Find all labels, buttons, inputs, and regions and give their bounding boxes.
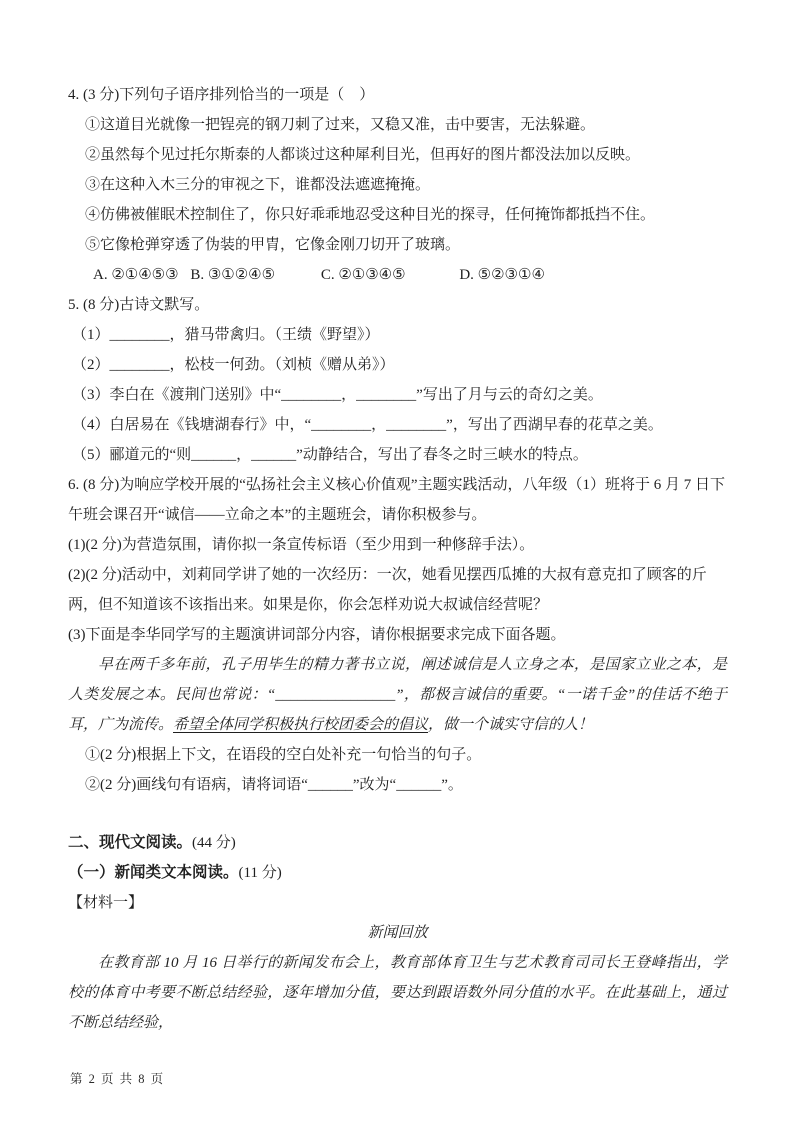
question-6 bbox=[68, 470, 727, 800]
question-4-sentence-4: ④仿佛被催眠术控制住了，你只好乖乖地忍受这种目光的探寻，任何掩饰都抵挡不住。 bbox=[85, 207, 656, 223]
question-5-blank-5: （5）郦道元的“则______，______”动静结合，写出了春冬之时三峡水的特点。 bbox=[72, 447, 588, 463]
question-6-sub-3-item-1: ①(2 分)根据上下文，在语段的空白处补充一句恰当的句子。 bbox=[85, 747, 482, 763]
question-4-sentence-2: ②虽然每个见过托尔斯泰的人都谈过这种犀利目光，但再好的图片都没法加以反映。 bbox=[85, 147, 641, 163]
question-4-options bbox=[68, 260, 727, 290]
speech-paragraph bbox=[68, 650, 727, 740]
section-2-heading-text: 二、现代文阅读。 bbox=[68, 834, 193, 851]
speech-text-before-underline: 早在两千多年前，孔子用毕生的精力著书立说，阐述诚信是人立身之本，是国家立业之本，是人类发展之本。民间也常说：“________________”，都极言诚信的重要。“一诺千金”的佳话不绝于耳，广为流传。 bbox=[68, 657, 727, 733]
question-4-sentence-3: ③在这种入木三分的审视之下，谁都没法遮遮掩掩。 bbox=[85, 177, 431, 193]
option-b: B. ③①②④⑤ bbox=[190, 267, 276, 283]
question-5 bbox=[68, 290, 727, 470]
material-1-title: 新闻回放 bbox=[367, 925, 428, 941]
material-1-paragraph: 在教育部 10 月 16 日举行的新闻发布会上，教育部体育卫生与艺术教育司司长王登峰指出，学校的体育中考要不断总结经验，逐年增加分值，要达到跟语数外同分值的水平。在此基础上，通过不断总结经验， bbox=[68, 955, 727, 1031]
question-5-stem: 5. (8 分)古诗文默写。 bbox=[68, 297, 210, 313]
section-2-subheading-points: (11 分) bbox=[238, 865, 282, 881]
section-2-subheading-text: （一）新闻类文本阅读。 bbox=[68, 864, 239, 881]
material-1-label: 【材料一】 bbox=[68, 895, 144, 911]
section-2-heading bbox=[68, 828, 727, 858]
question-6-stem: 6. (8 分)为响应学校开展的“弘扬社会主义核心价值观”主题实践活动，八年级（1）班将于 6 月 7 日下午班会课召开“诚信——立命之本”的主题班会，请你积极参与。 bbox=[68, 477, 726, 523]
question-6-sub-3-item-2: ②(2 分)画线句有语病，请将词语“______”改为“______”。 bbox=[85, 777, 463, 793]
question-4-sentence-5: ⑤它像枪弹穿透了伪装的甲胄，它像金刚刀切开了玻璃。 bbox=[85, 237, 461, 253]
page-footer: 第 2 页 共 8 页 bbox=[70, 1072, 165, 1086]
speech-underlined-phrase: 希望全体同学积极执行校团委会的倡议 bbox=[173, 717, 429, 733]
question-4-sentence-1: ①这道目光就像一把锃亮的钢刀刺了过来，又稳又准，击中要害，无法躲避。 bbox=[85, 117, 596, 133]
question-6-sub-1: (1)(2 分)为营造氛围，请你拟一条宣传标语（至少用到一种修辞手法）。 bbox=[68, 537, 535, 553]
section-2-heading-points: (44 分) bbox=[192, 835, 236, 851]
option-c: C. ②①③④⑤ bbox=[320, 267, 406, 283]
option-a: A. ②①④⑤③ bbox=[93, 267, 179, 283]
question-5-blank-2: （2）________，松枝一何劲。（刘桢《赠从弟》） bbox=[72, 357, 395, 373]
question-5-blank-1: （1）________，猎马带禽归。（王绩《野望》） bbox=[72, 327, 380, 343]
question-6-sub-3: (3)下面是李华同学写的主题演讲词部分内容，请你根据要求完成下面各题。 bbox=[68, 627, 566, 643]
question-6-sub-2: (2)(2 分)活动中，刘莉同学讲了她的一次经历：一次，她看见摆西瓜摊的大叔有意克扣了顾客的斤两，但不知道该不该指出来。如果是你，你会怎样劝说大叔诚信经营呢？ bbox=[68, 567, 707, 613]
question-4 bbox=[68, 80, 727, 290]
section-2-modern-reading bbox=[68, 828, 727, 1038]
question-4-stem: 4. (3 分)下列句子语序排列恰当的一项是（ ） bbox=[68, 87, 375, 103]
section-2-subheading bbox=[68, 858, 727, 888]
question-5-blank-4: （4）白居易在《钱塘湖春行》中，“________，________”，写出了西湖早春的花草之美。 bbox=[72, 417, 663, 433]
question-5-blank-3: （3）李白在《渡荆门送别》中“________，________”写出了月与云的奇幻之美。 bbox=[72, 387, 603, 403]
option-d: D. ⑤②③①④ bbox=[459, 267, 545, 283]
speech-text-after-underline: ，做一个诚实守信的人！ bbox=[428, 717, 594, 733]
